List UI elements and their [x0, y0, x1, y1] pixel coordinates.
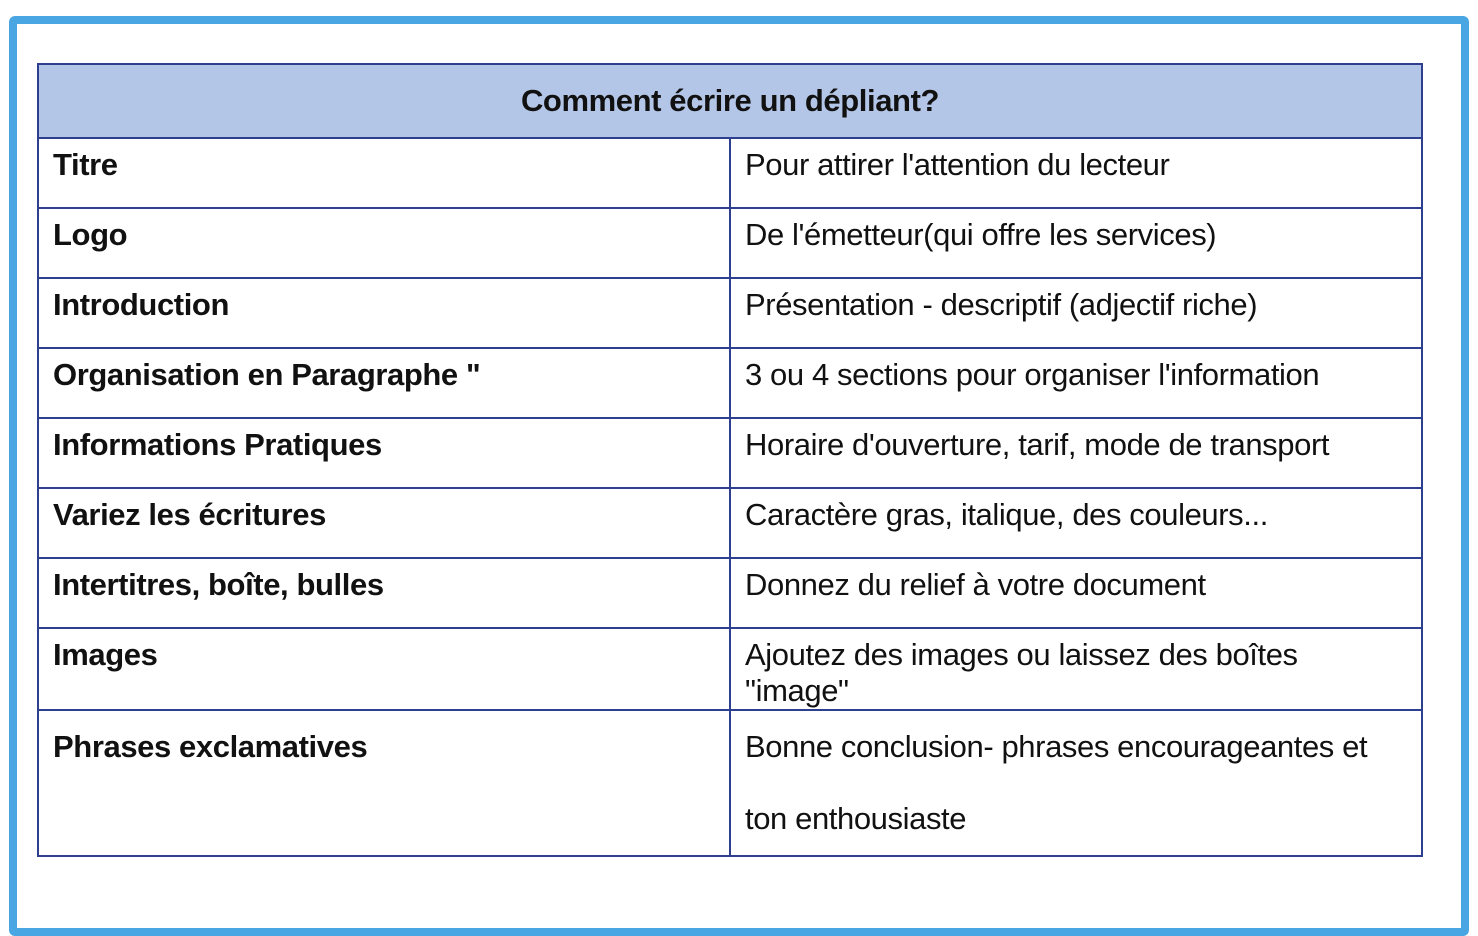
- table-row: [38, 278, 1422, 348]
- table-row: [38, 558, 1422, 628]
- table-row: [38, 418, 1422, 488]
- table-row: [38, 208, 1422, 278]
- row-term: Intertitres, boîte, bulles: [38, 558, 730, 628]
- row-description: 3 ou 4 sections pour organiser l'information: [730, 348, 1422, 418]
- row-description: Bonne conclusion- phrases encourageantes et ton enthousiaste: [730, 710, 1422, 856]
- table-row: [38, 348, 1422, 418]
- row-term: Variez les écritures: [38, 488, 730, 558]
- row-description: Horaire d'ouverture, tarif, mode de transport: [730, 418, 1422, 488]
- table-row: [38, 488, 1422, 558]
- row-term: Titre: [38, 138, 730, 208]
- row-description: Donnez du relief à votre document: [730, 558, 1422, 628]
- row-term: Images: [38, 628, 730, 710]
- row-description: De l'émetteur(qui offre les services): [730, 208, 1422, 278]
- table-row: [38, 710, 1422, 856]
- row-description: Présentation - descriptif (adjectif riche): [730, 278, 1422, 348]
- row-description: Caractère gras, italique, des couleurs...: [730, 488, 1422, 558]
- row-description: Ajoutez des images ou laissez des boîtes "image": [730, 628, 1422, 710]
- table-title: Comment écrire un dépliant?: [38, 64, 1422, 138]
- leaflet-guide-table: [37, 63, 1423, 857]
- row-term: Phrases exclamatives: [38, 710, 730, 856]
- table-row: [38, 138, 1422, 208]
- row-term: Introduction: [38, 278, 730, 348]
- table-row: [38, 628, 1422, 710]
- table-header-row: [38, 64, 1422, 138]
- row-term: Organisation en Paragraphe ": [38, 348, 730, 418]
- row-term: Logo: [38, 208, 730, 278]
- row-term: Informations Pratiques: [38, 418, 730, 488]
- row-description: Pour attirer l'attention du lecteur: [730, 138, 1422, 208]
